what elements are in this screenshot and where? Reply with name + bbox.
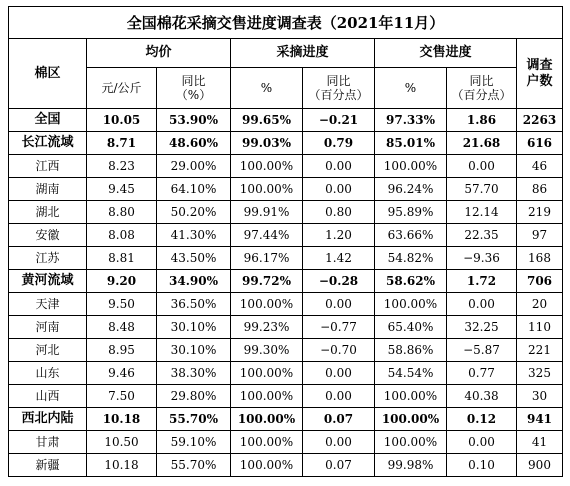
summary-row [9,270,563,293]
price-yoy-cell: 64.10% [157,178,231,201]
region-cell: 长江流域 [9,132,87,155]
summary-row [9,109,563,132]
survey-count-cell: 20 [517,293,563,316]
pick-yoy-cell: 0.00 [303,155,375,178]
price-cell: 9.46 [87,362,157,385]
sell-yoy-cell: −9.36 [447,247,517,270]
summary-row [9,132,563,155]
pick-yoy-cell: 0.00 [303,385,375,408]
table-row [9,224,563,247]
price-yoy-cell: 48.60% [157,132,231,155]
sell-percent-cell: 54.54% [375,362,447,385]
region-cell: 安徽 [9,224,87,247]
pick-yoy-cell: −0.21 [303,109,375,132]
survey-count-cell: 900 [517,454,563,477]
survey-count-cell: 97 [517,224,563,247]
price-yoy-cell: 29.00% [157,155,231,178]
sell-yoy-cell: 21.68 [447,132,517,155]
sell-yoy-cell: 12.14 [447,201,517,224]
sell-yoy-cell: 32.25 [447,316,517,339]
table-row [9,155,563,178]
region-cell: 江苏 [9,247,87,270]
header-price-yoy: 同比 （%） [157,68,231,109]
header-pick-percent: % [231,68,303,109]
header-sell-percent: % [375,68,447,109]
pick-percent-cell: 99.03% [231,132,303,155]
pick-yoy-cell: 0.00 [303,293,375,316]
pick-yoy-cell: 1.20 [303,224,375,247]
survey-count-cell: 941 [517,408,563,431]
price-cell: 10.50 [87,431,157,454]
pick-percent-cell: 99.23% [231,316,303,339]
sell-yoy-cell: 1.72 [447,270,517,293]
region-cell: 河南 [9,316,87,339]
pick-percent-cell: 100.00% [231,408,303,431]
header-selling-progress: 交售进度 [375,39,517,68]
sell-percent-cell: 99.98% [375,454,447,477]
table-row [9,247,563,270]
pick-yoy-cell: 1.42 [303,247,375,270]
survey-count-cell: 86 [517,178,563,201]
pick-percent-cell: 99.72% [231,270,303,293]
survey-count-cell: 616 [517,132,563,155]
price-cell: 10.18 [87,454,157,477]
region-cell: 天津 [9,293,87,316]
sell-yoy-cell: 1.86 [447,109,517,132]
price-cell: 8.80 [87,201,157,224]
sell-percent-cell: 100.00% [375,431,447,454]
price-cell: 8.81 [87,247,157,270]
header-avg-price: 均价 [87,39,231,68]
sell-percent-cell: 54.82% [375,247,447,270]
price-cell: 8.48 [87,316,157,339]
sell-yoy-cell: 0.00 [447,293,517,316]
price-cell: 8.08 [87,224,157,247]
sell-percent-cell: 97.33% [375,109,447,132]
region-cell: 湖南 [9,178,87,201]
pick-percent-cell: 99.30% [231,339,303,362]
sell-yoy-cell: 40.38 [447,385,517,408]
pick-yoy-cell: 0.00 [303,431,375,454]
pick-yoy-cell: 0.00 [303,178,375,201]
price-yoy-cell: 41.30% [157,224,231,247]
sell-percent-cell: 95.89% [375,201,447,224]
price-cell: 9.50 [87,293,157,316]
price-cell: 7.50 [87,385,157,408]
sell-percent-cell: 100.00% [375,293,447,316]
sell-percent-cell: 100.00% [375,385,447,408]
sell-yoy-cell: 0.00 [447,431,517,454]
price-cell: 8.23 [87,155,157,178]
table-row [9,293,563,316]
survey-count-cell: 221 [517,339,563,362]
sell-percent-cell: 58.62% [375,270,447,293]
header-survey-count: 调查 户数 [517,39,563,109]
pick-yoy-cell: 0.80 [303,201,375,224]
pick-percent-cell: 100.00% [231,293,303,316]
survey-count-cell: 2263 [517,109,563,132]
price-yoy-cell: 59.10% [157,431,231,454]
header-unit-price: 元/公斤 [87,68,157,109]
region-cell: 全国 [9,109,87,132]
survey-count-cell: 219 [517,201,563,224]
sell-yoy-cell: 22.35 [447,224,517,247]
price-cell: 8.95 [87,339,157,362]
pick-percent-cell: 100.00% [231,431,303,454]
header-region: 棉区 [9,39,87,109]
region-cell: 黄河流域 [9,270,87,293]
price-cell: 8.71 [87,132,157,155]
price-yoy-cell: 29.80% [157,385,231,408]
survey-count-cell: 41 [517,431,563,454]
table-title: 全国棉花采摘交售进度调查表（2021年11月） [9,7,563,39]
sell-percent-cell: 65.40% [375,316,447,339]
region-cell: 西北内陆 [9,408,87,431]
pick-yoy-cell: 0.00 [303,362,375,385]
pick-percent-cell: 100.00% [231,178,303,201]
price-cell: 9.45 [87,178,157,201]
price-yoy-cell: 36.50% [157,293,231,316]
pick-yoy-cell: 0.79 [303,132,375,155]
pick-percent-cell: 99.65% [231,109,303,132]
pick-percent-cell: 96.17% [231,247,303,270]
table-row [9,178,563,201]
survey-count-cell: 110 [517,316,563,339]
sell-yoy-cell: 0.10 [447,454,517,477]
pick-yoy-cell: −0.70 [303,339,375,362]
table-row [9,454,563,477]
region-cell: 湖北 [9,201,87,224]
region-cell: 江西 [9,155,87,178]
sell-percent-cell: 85.01% [375,132,447,155]
sell-percent-cell: 100.00% [375,408,447,431]
region-cell: 河北 [9,339,87,362]
pick-yoy-cell: −0.28 [303,270,375,293]
sell-percent-cell: 58.86% [375,339,447,362]
summary-row [9,408,563,431]
survey-count-cell: 46 [517,155,563,178]
pick-percent-cell: 99.91% [231,201,303,224]
region-cell: 山东 [9,362,87,385]
price-yoy-cell: 30.10% [157,316,231,339]
table-row [9,431,563,454]
table-row [9,362,563,385]
price-yoy-cell: 34.90% [157,270,231,293]
sell-yoy-cell: 0.12 [447,408,517,431]
price-cell: 10.05 [87,109,157,132]
region-cell: 甘肃 [9,431,87,454]
header-pick-yoy: 同比 （百分点） [303,68,375,109]
table-row [9,385,563,408]
sell-percent-cell: 100.00% [375,155,447,178]
pick-yoy-cell: −0.77 [303,316,375,339]
pick-yoy-cell: 0.07 [303,408,375,431]
pick-percent-cell: 100.00% [231,454,303,477]
sell-percent-cell: 63.66% [375,224,447,247]
sell-percent-cell: 96.24% [375,178,447,201]
cotton-progress-table [8,6,563,477]
sell-yoy-cell: 0.00 [447,155,517,178]
survey-count-cell: 30 [517,385,563,408]
table-row [9,201,563,224]
survey-count-cell: 325 [517,362,563,385]
price-yoy-cell: 38.30% [157,362,231,385]
header-sell-yoy: 同比 （百分点） [447,68,517,109]
region-cell: 山西 [9,385,87,408]
table-row [9,339,563,362]
price-yoy-cell: 43.50% [157,247,231,270]
price-yoy-cell: 55.70% [157,408,231,431]
sell-yoy-cell: 57.70 [447,178,517,201]
price-yoy-cell: 50.20% [157,201,231,224]
header-picking-progress: 采摘进度 [231,39,375,68]
survey-count-cell: 706 [517,270,563,293]
price-yoy-cell: 30.10% [157,339,231,362]
price-cell: 9.20 [87,270,157,293]
pick-yoy-cell: 0.07 [303,454,375,477]
pick-percent-cell: 97.44% [231,224,303,247]
price-cell: 10.18 [87,408,157,431]
pick-percent-cell: 100.00% [231,155,303,178]
pick-percent-cell: 100.00% [231,362,303,385]
survey-count-cell: 168 [517,247,563,270]
sell-yoy-cell: −5.87 [447,339,517,362]
region-cell: 新疆 [9,454,87,477]
pick-percent-cell: 100.00% [231,385,303,408]
price-yoy-cell: 55.70% [157,454,231,477]
table-row [9,316,563,339]
price-yoy-cell: 53.90% [157,109,231,132]
sell-yoy-cell: 0.77 [447,362,517,385]
